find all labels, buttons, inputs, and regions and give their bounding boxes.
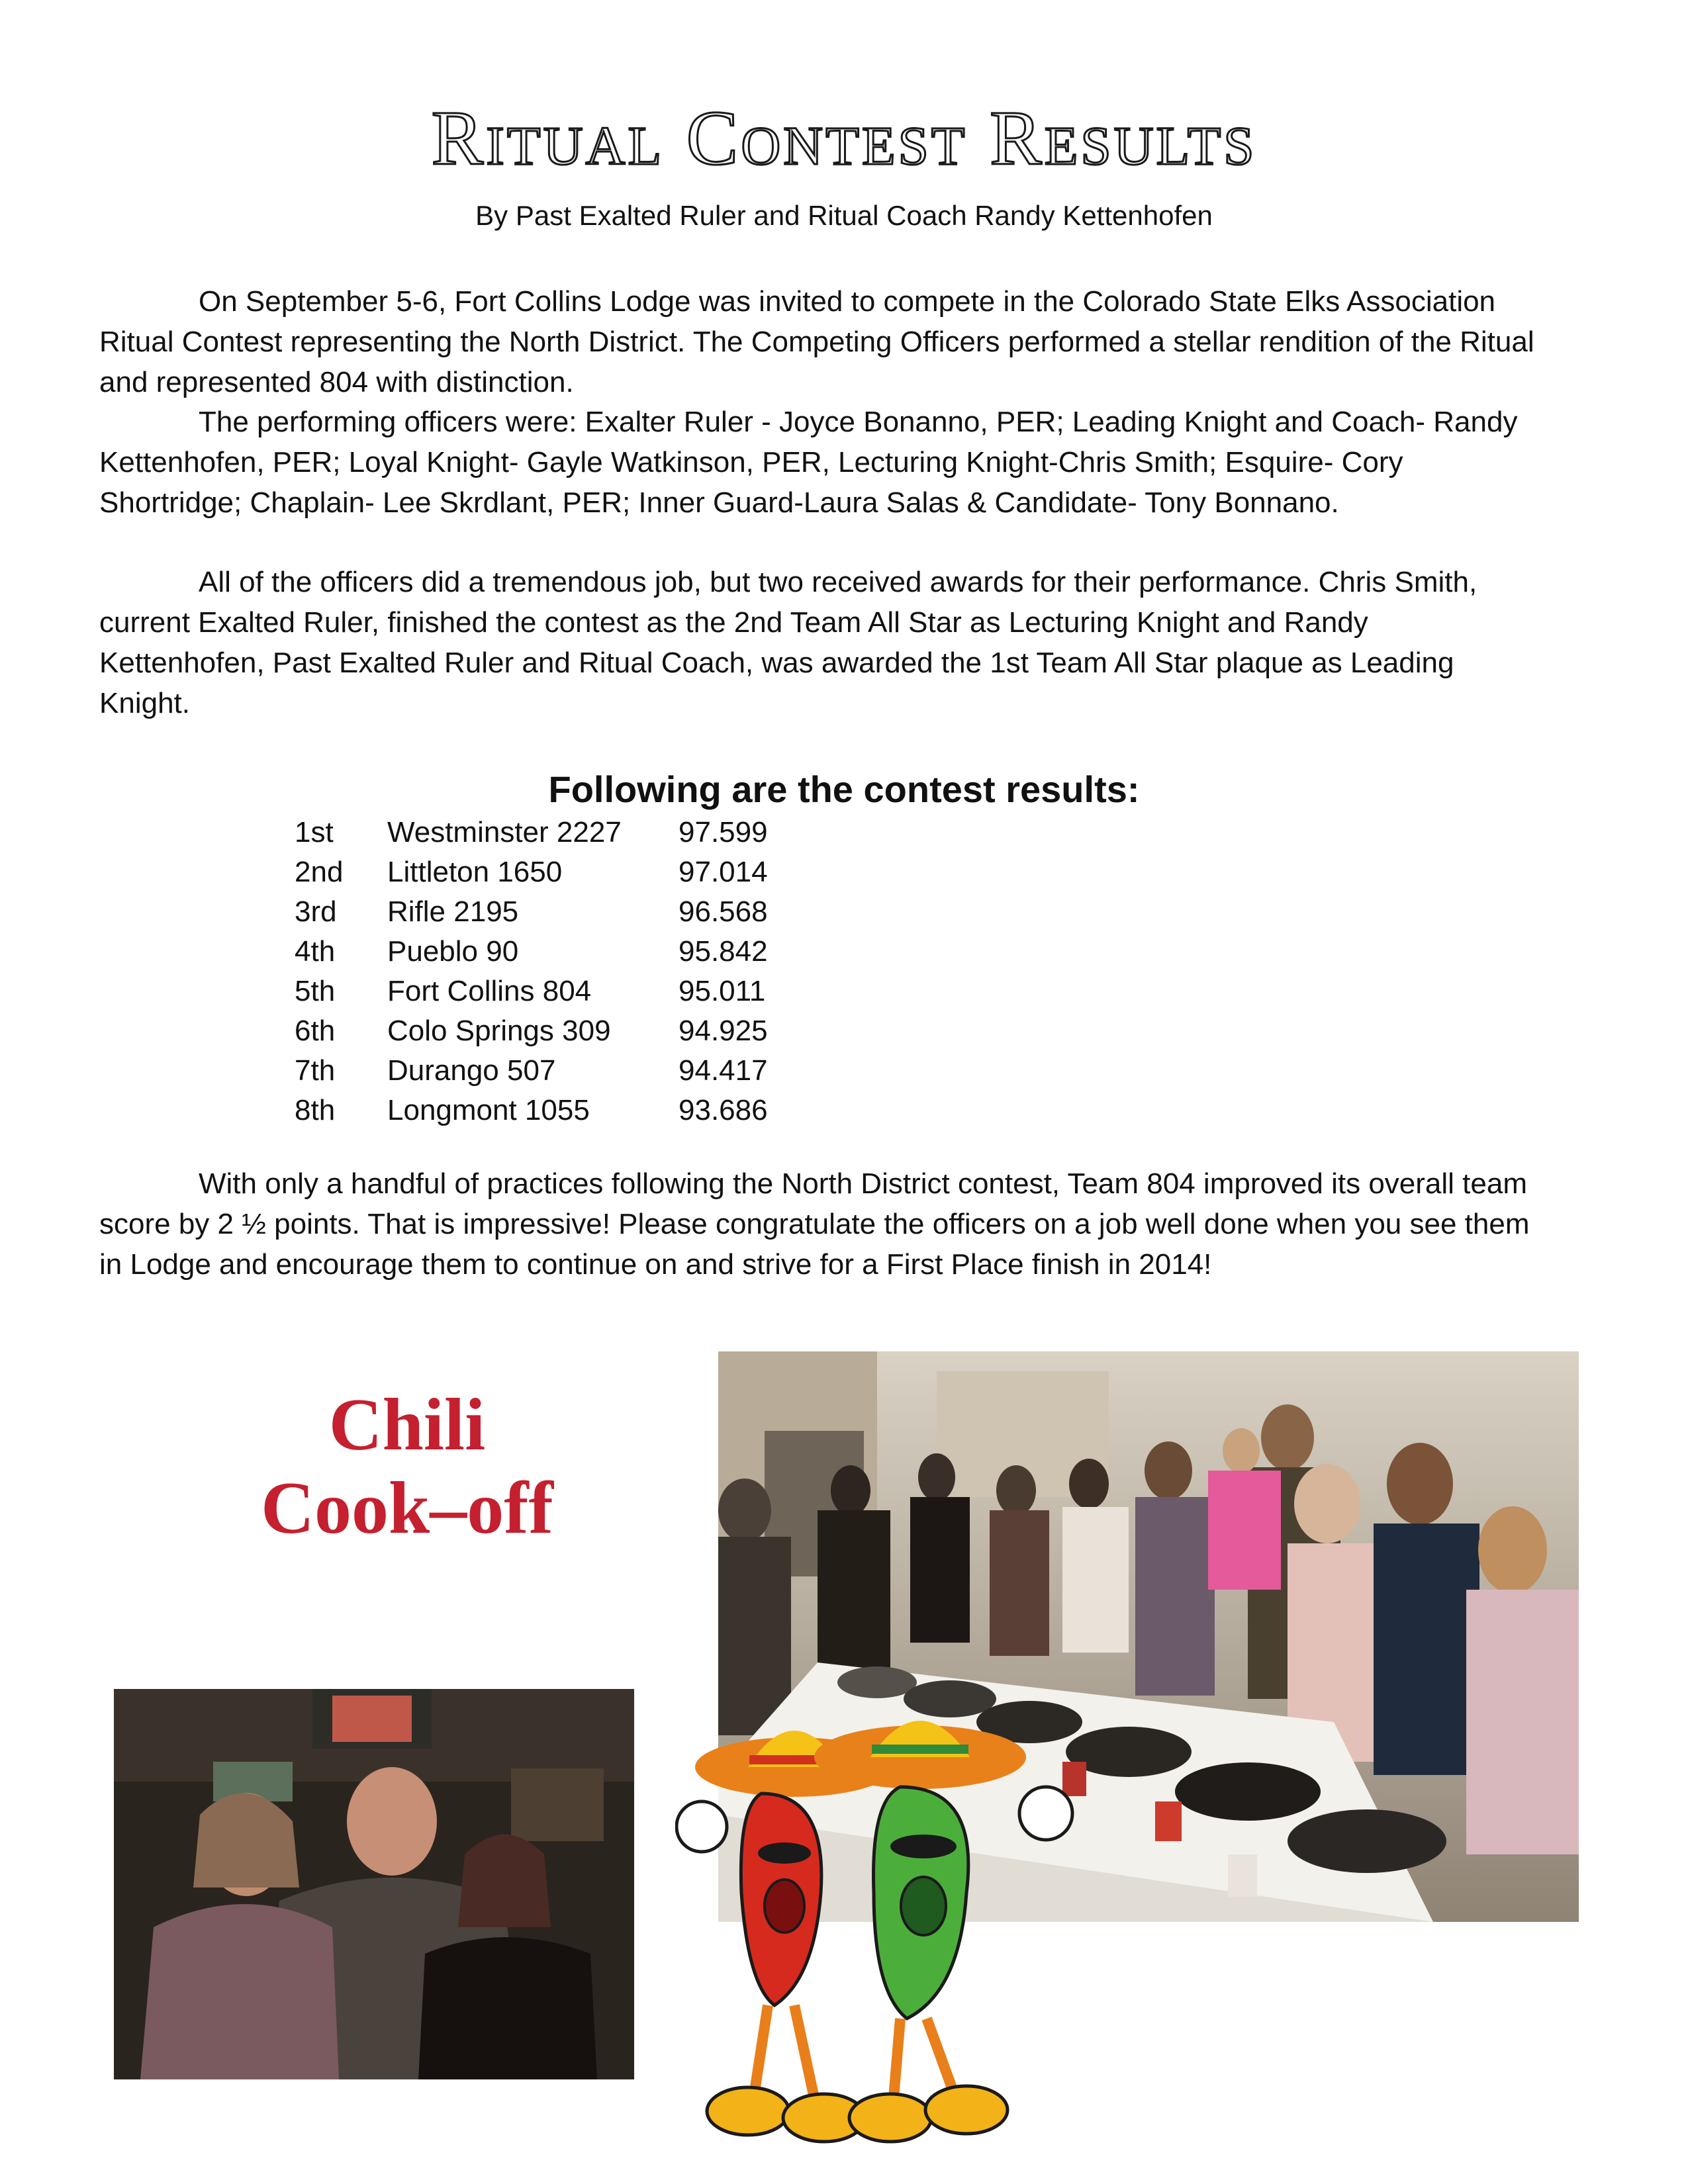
result-score: 97.014 (679, 856, 768, 888)
result-team: Durango 507 (387, 1054, 556, 1087)
result-place: 6th (295, 1015, 336, 1047)
result-team: Colo Springs 309 (387, 1015, 611, 1047)
chili-title-line1: Chili (328, 1384, 486, 1466)
byline: By Past Exalted Ruler and Ritual Coach Randy Kettenhofen (475, 200, 1213, 231)
result-team: Longmont 1055 (387, 1094, 590, 1126)
result-team: Westminster 2227 (387, 816, 622, 848)
chili-cookoff-title (179, 1383, 635, 1550)
officers-paragraph: The performing officers were: Exalter Ruler - Joyce Bonanno, PER; Leading Knight and Coach- Randy Kettenhofen, PER; Loyal Knight- Gayle Watkinson, PER, Lecturing Knight-Chris Smith; Esquire- Cory Shortridge; Chaplain- Lee Skrdlant, PER; Inner Guard-Laura Salas & Candidate- Tony Bonnano. (99, 406, 1518, 519)
intro-paragraph: On September 5-6, Fort Collins Lodge was invited to compete in the Colorado State Elks Association Ritual Contest representing the North District. The Competing Officers performed a stellar rendition of the Ritual and represented 804 with distinction. (99, 285, 1534, 398)
chili-title-line2: Cook–off (261, 1467, 553, 1549)
result-place: 2nd (295, 856, 344, 888)
result-score: 96.568 (679, 895, 768, 928)
result-team: Rifle 2195 (387, 895, 519, 928)
result-place: 5th (295, 975, 336, 1007)
result-place: 4th (295, 935, 336, 968)
members-photo (114, 1689, 634, 2079)
result-score: 94.925 (679, 1015, 768, 1047)
result-score: 95.842 (679, 935, 768, 968)
closing-paragraph: With only a handful of practices following the North District contest, Team 804 improved its overall team score by 2 ½ points. That is impressive! Please congratulate the officers on a job well done when you see them in Lodge and encourage them to continue on and strive for a First Place finish in 2014! (99, 1167, 1530, 1281)
result-place: 1st (295, 816, 334, 848)
result-team: Littleton 1650 (387, 856, 563, 888)
result-place: 8th (295, 1094, 336, 1126)
result-team: Fort Collins 804 (387, 975, 592, 1007)
result-score: 94.417 (679, 1054, 768, 1087)
results-heading: Following are the contest results: (548, 768, 1140, 810)
awards-paragraph: All of the officers did a tremendous job, but two received awards for their performance. Chris Smith, current Exalted Ruler, finished the contest as the 2nd Team All Star as Lecturing Knight and Randy Kettenhofen, Past Exalted Ruler and Ritual Coach, was awarded the 1st Team All Star plaque as Leading Knight. (99, 566, 1477, 719)
result-score: 97.599 (679, 816, 768, 848)
result-place: 7th (295, 1054, 336, 1087)
page-title: Ritual Contest Results (431, 95, 1257, 181)
chili-peppers-clipart (675, 1694, 1086, 2151)
result-score: 93.686 (679, 1094, 768, 1126)
result-place: 3rd (295, 895, 337, 928)
result-score: 95.011 (679, 975, 766, 1007)
result-team: Pueblo 90 (387, 935, 519, 968)
